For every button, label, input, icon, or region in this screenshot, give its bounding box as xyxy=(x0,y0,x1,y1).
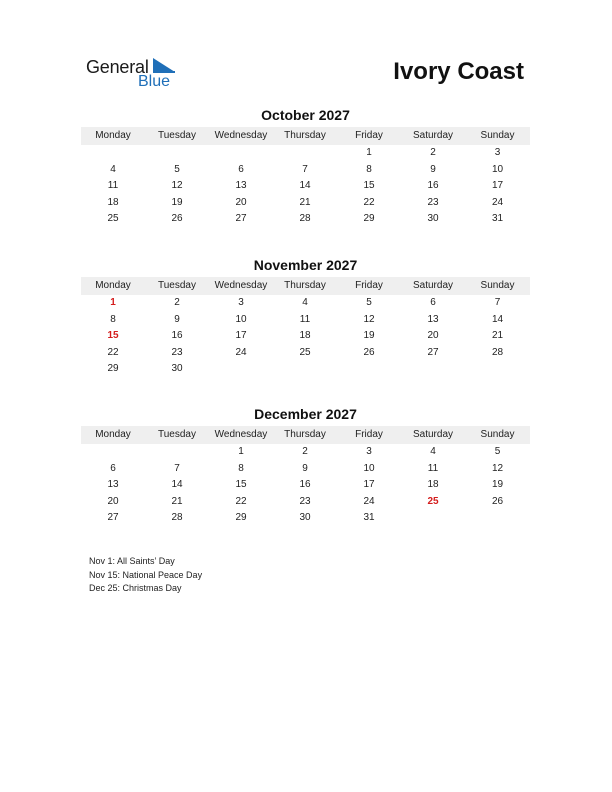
day-cell: 16 xyxy=(427,180,439,191)
day-cell: 7 xyxy=(302,163,308,175)
day-cell: 23 xyxy=(427,196,439,208)
holiday-notes xyxy=(89,555,202,596)
day-cell: 24 xyxy=(235,346,247,358)
month-grid xyxy=(81,426,530,527)
day-cell: 11 xyxy=(107,180,119,191)
day-cell: 2 xyxy=(302,446,308,457)
day-cell: 2 xyxy=(174,297,180,308)
day-cell: 10 xyxy=(235,313,247,325)
weekday-header: Thursday xyxy=(273,127,337,145)
day-cell: 3 xyxy=(494,147,501,158)
day-cell: 19 xyxy=(491,479,504,490)
day-cell: 29 xyxy=(363,213,375,224)
day-cell: 11 xyxy=(299,313,311,325)
logo-word-general: General xyxy=(86,57,149,77)
day-cell: 20 xyxy=(427,330,439,341)
day-cell: 19 xyxy=(171,196,183,208)
day-cell: 7 xyxy=(174,462,180,474)
empty-day-cell xyxy=(145,145,209,162)
holiday-note: Dec 25: Christmas Day xyxy=(89,583,182,593)
day-cell: 21 xyxy=(299,196,311,208)
weekday-header: Tuesday xyxy=(145,127,209,145)
day-cell: 20 xyxy=(107,495,119,507)
day-cell: 7 xyxy=(494,297,501,308)
holiday-day-cell: 1 xyxy=(110,297,116,308)
generalblue-logo xyxy=(86,54,186,94)
holiday-day-cell: 25 xyxy=(427,495,439,507)
day-cell: 13 xyxy=(235,180,247,191)
day-cell: 12 xyxy=(491,462,504,474)
day-cell: 27 xyxy=(107,512,119,523)
month-grid xyxy=(81,277,530,378)
day-cell: 10 xyxy=(363,462,375,474)
empty-day-cell xyxy=(465,510,530,527)
day-cell: 9 xyxy=(174,313,180,325)
day-cell: 28 xyxy=(299,213,311,224)
day-cell: 4 xyxy=(110,163,116,175)
empty-day-cell xyxy=(401,361,465,378)
day-cell: 27 xyxy=(427,346,439,358)
month-title: October 2027 xyxy=(261,107,350,123)
day-cell: 16 xyxy=(299,479,311,490)
month-calendar-november xyxy=(81,256,530,378)
empty-day-cell xyxy=(81,145,145,162)
empty-day-cell xyxy=(209,361,273,378)
holiday-note: Nov 15: National Peace Day xyxy=(89,569,203,580)
day-cell: 5 xyxy=(366,297,372,308)
empty-day-cell xyxy=(465,361,530,378)
weekday-header: Thursday xyxy=(273,426,337,444)
day-cell: 3 xyxy=(366,446,372,457)
day-cell: 18 xyxy=(427,479,439,490)
day-cell: 30 xyxy=(427,213,439,224)
day-cell: 6 xyxy=(430,297,436,308)
country-title: Ivory Coast xyxy=(393,58,524,85)
day-cell: 21 xyxy=(171,495,183,507)
day-cell: 17 xyxy=(363,479,375,490)
empty-day-cell xyxy=(209,145,273,162)
day-cell: 27 xyxy=(235,213,247,224)
day-cell: 13 xyxy=(427,313,439,325)
weekday-header: Friday xyxy=(337,426,401,444)
empty-day-cell xyxy=(145,444,209,461)
month-calendar-october xyxy=(81,106,530,228)
empty-day-cell xyxy=(273,361,337,378)
day-cell: 4 xyxy=(302,297,308,308)
day-cell: 18 xyxy=(107,196,119,208)
day-cell: 26 xyxy=(363,346,375,358)
day-cell: 29 xyxy=(107,363,119,374)
weekday-header: Monday xyxy=(81,277,145,295)
day-cell: 28 xyxy=(171,512,183,523)
month-grid xyxy=(81,127,530,228)
day-cell: 1 xyxy=(366,147,372,158)
weekday-header: Tuesday xyxy=(145,426,209,444)
day-cell: 18 xyxy=(299,330,311,341)
logo-triangle-icon xyxy=(153,58,175,72)
month-title: November 2027 xyxy=(253,257,358,273)
day-cell: 6 xyxy=(238,163,244,175)
day-cell: 12 xyxy=(363,313,375,325)
day-cell: 10 xyxy=(491,163,504,175)
weekday-header: Saturday xyxy=(401,426,465,444)
day-cell: 20 xyxy=(235,196,247,208)
day-cell: 13 xyxy=(107,479,119,490)
weekday-header: Wednesday xyxy=(209,277,273,295)
weekday-header: Saturday xyxy=(401,127,465,145)
day-cell: 25 xyxy=(107,213,119,224)
day-cell: 9 xyxy=(430,163,436,175)
empty-day-cell xyxy=(273,145,337,162)
weekday-header: Monday xyxy=(81,127,145,145)
day-cell: 30 xyxy=(171,363,183,374)
day-cell: 8 xyxy=(110,313,116,325)
day-cell: 28 xyxy=(491,346,504,358)
day-cell: 30 xyxy=(299,512,311,523)
weekday-header: Sunday xyxy=(465,127,530,145)
day-cell: 3 xyxy=(238,297,244,308)
day-cell: 8 xyxy=(238,462,244,474)
day-cell: 16 xyxy=(171,330,183,341)
weekday-header: Thursday xyxy=(273,277,337,295)
empty-day-cell xyxy=(81,444,145,461)
holiday-day-cell: 15 xyxy=(107,330,119,341)
day-cell: 26 xyxy=(171,213,183,224)
month-calendar-december xyxy=(81,405,530,527)
weekday-header: Monday xyxy=(81,426,145,444)
day-cell: 21 xyxy=(491,330,504,341)
weekday-header: Sunday xyxy=(465,277,530,295)
day-cell: 2 xyxy=(430,147,436,158)
day-cell: 15 xyxy=(363,180,375,191)
day-cell: 5 xyxy=(494,446,501,457)
day-cell: 17 xyxy=(491,180,504,191)
day-cell: 9 xyxy=(302,462,308,474)
day-cell: 24 xyxy=(363,495,375,507)
day-cell: 19 xyxy=(363,330,375,341)
day-cell: 22 xyxy=(235,495,247,507)
day-cell: 23 xyxy=(299,495,311,507)
day-cell: 14 xyxy=(491,313,504,325)
day-cell: 12 xyxy=(171,180,183,191)
day-cell: 17 xyxy=(235,330,247,341)
day-cell: 8 xyxy=(366,163,372,175)
day-cell: 24 xyxy=(491,196,504,208)
day-cell: 31 xyxy=(491,213,504,224)
day-cell: 26 xyxy=(491,495,504,507)
logo-word-blue: Blue xyxy=(138,73,171,90)
weekday-header: Sunday xyxy=(465,426,530,444)
day-cell: 29 xyxy=(235,512,247,523)
day-cell: 6 xyxy=(110,462,116,474)
day-cell: 5 xyxy=(174,163,180,175)
empty-day-cell xyxy=(401,510,465,527)
day-cell: 22 xyxy=(363,196,375,208)
weekday-header: Tuesday xyxy=(145,277,209,295)
day-cell: 23 xyxy=(171,346,183,358)
month-title: December 2027 xyxy=(254,406,357,422)
empty-day-cell xyxy=(337,361,401,378)
day-cell: 14 xyxy=(299,180,311,191)
weekday-header: Saturday xyxy=(401,277,465,295)
day-cell: 22 xyxy=(107,346,119,358)
weekday-header: Friday xyxy=(337,127,401,145)
holiday-note: Nov 1: All Saints’ Day xyxy=(89,556,175,566)
day-cell: 14 xyxy=(171,479,183,490)
day-cell: 15 xyxy=(235,479,247,490)
day-cell: 11 xyxy=(427,462,439,474)
day-cell: 4 xyxy=(430,446,436,457)
weekday-header: Wednesday xyxy=(209,426,273,444)
weekday-header: Friday xyxy=(337,277,401,295)
day-cell: 31 xyxy=(363,512,375,523)
day-cell: 25 xyxy=(299,346,311,358)
weekday-header: Wednesday xyxy=(209,127,273,145)
day-cell: 1 xyxy=(238,446,244,457)
